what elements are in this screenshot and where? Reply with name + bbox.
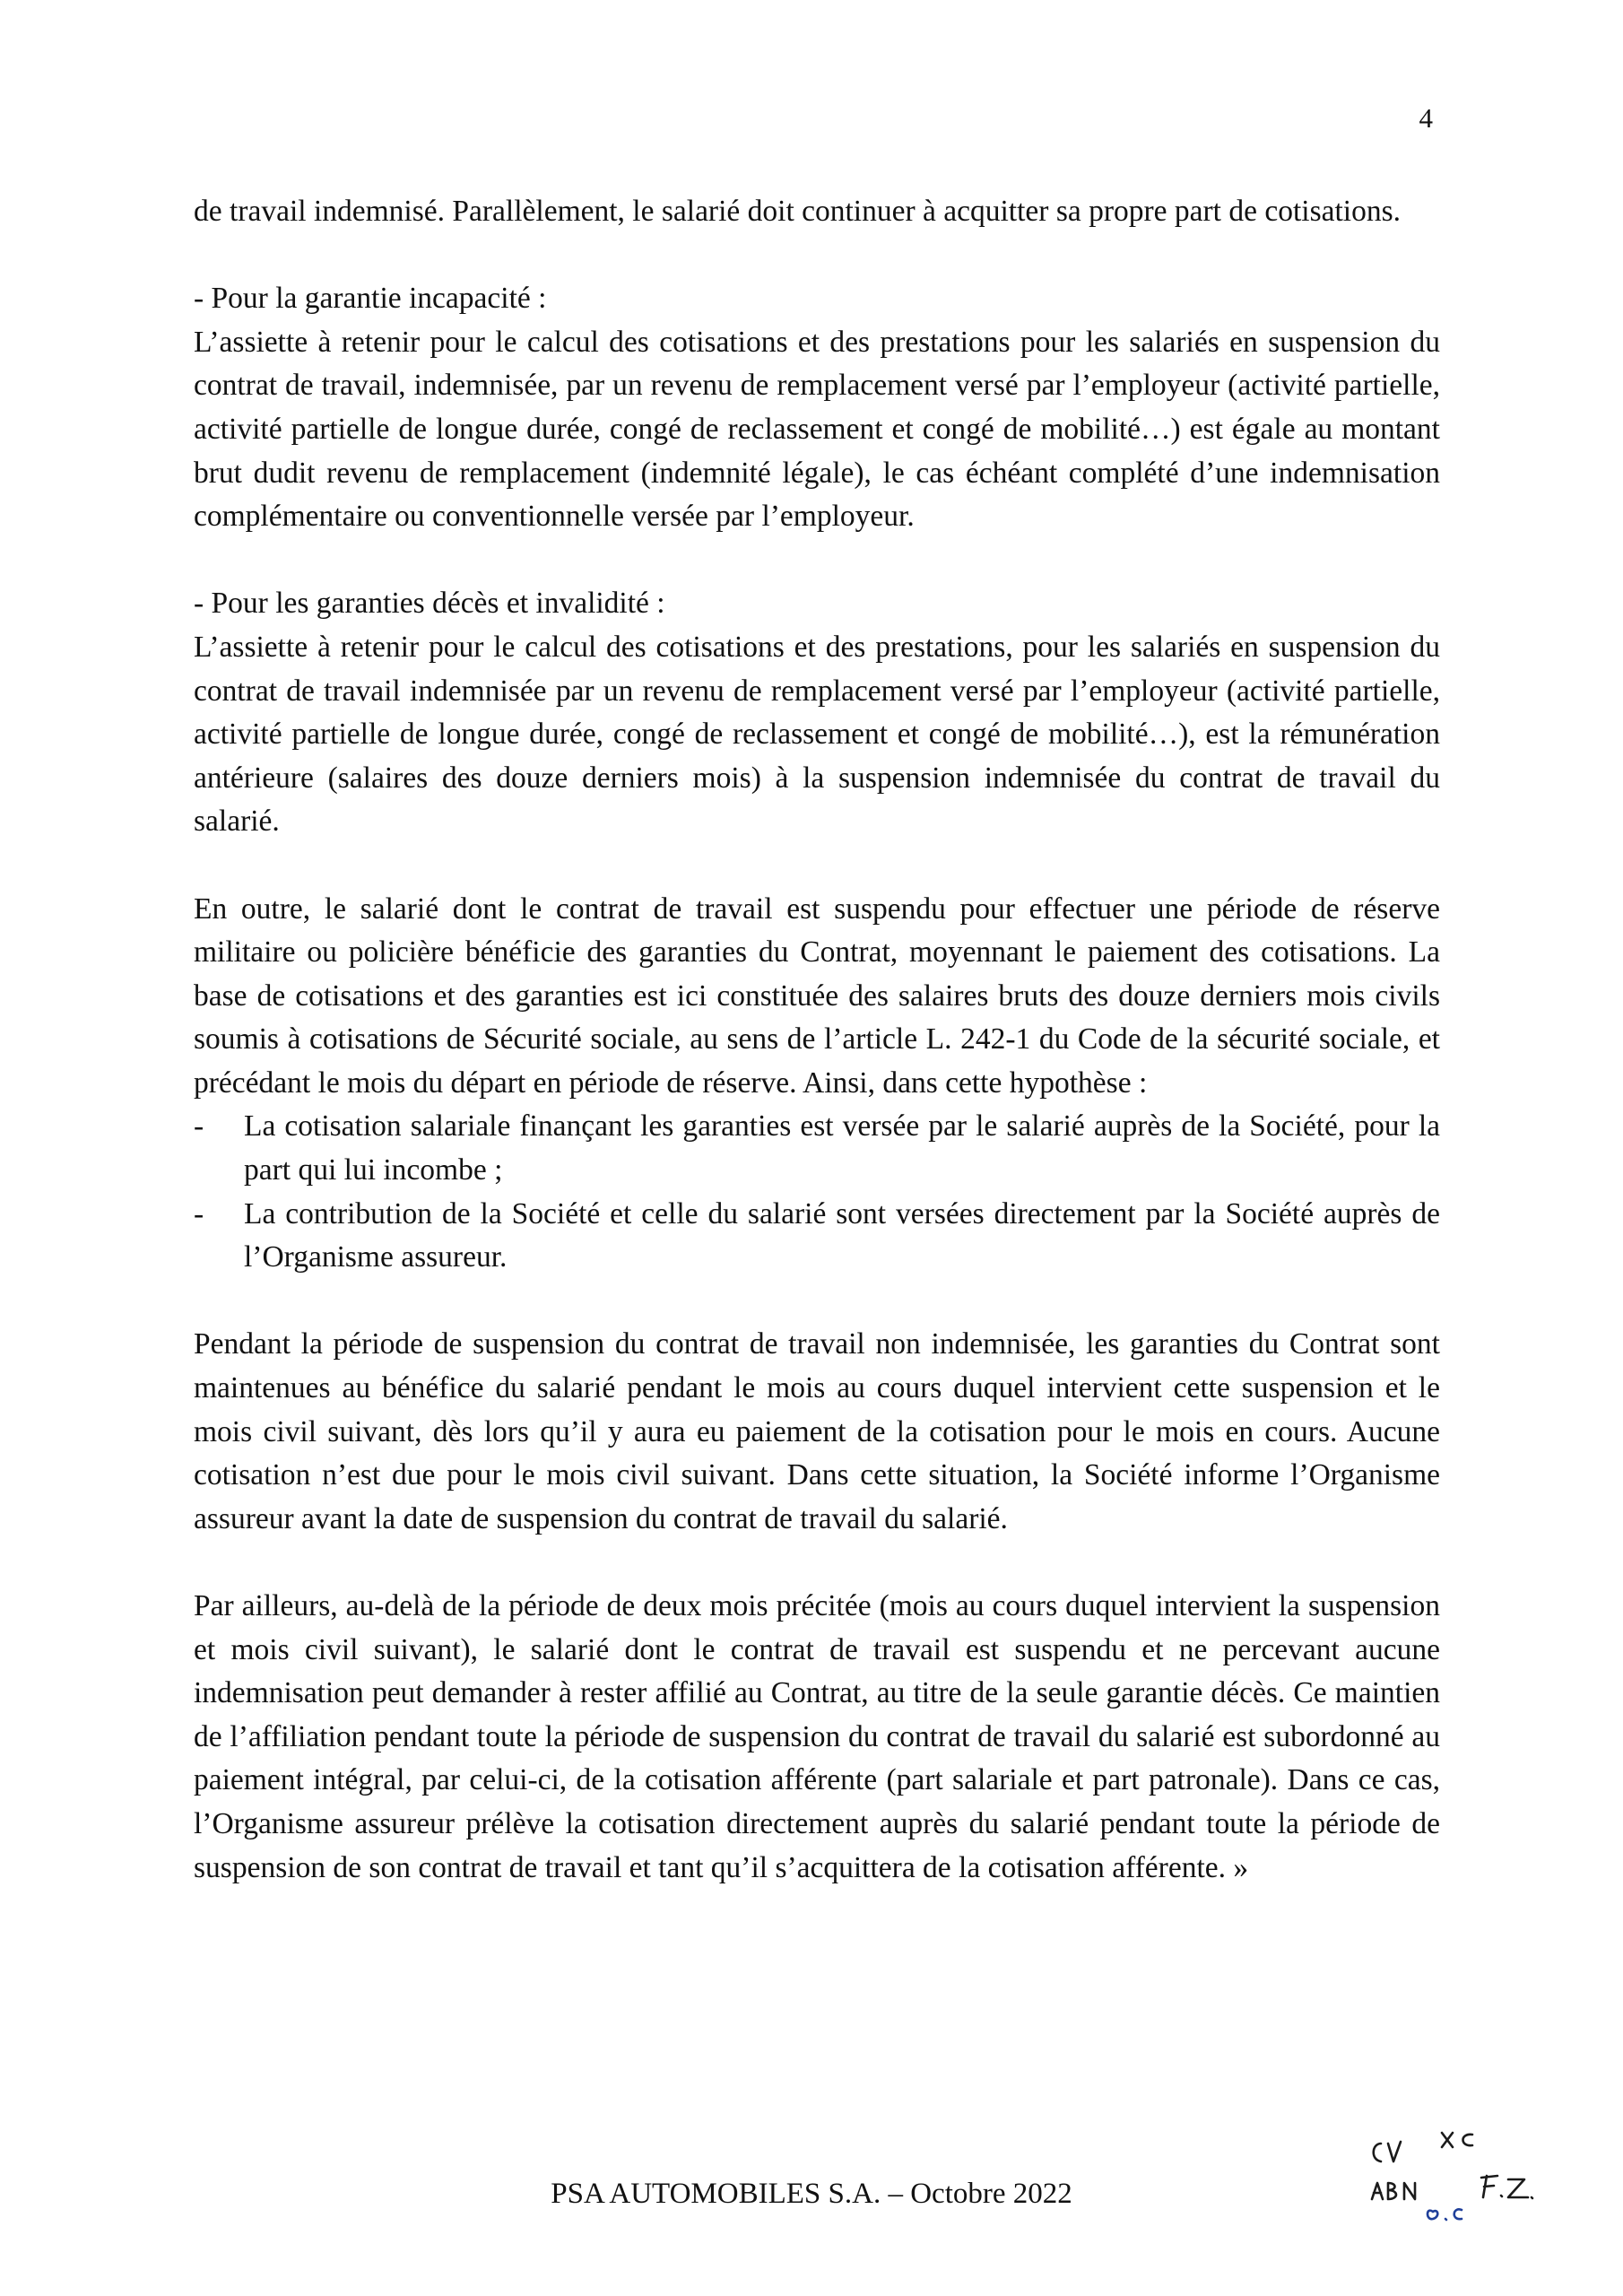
- paragraph-suspension-non-indemnisee: Pendant la période de suspension du contrat de travail non indemnisée, les garanties du Contrat sont maintenues au bénéfice du salarié pendant le mois au cours duquel intervient cette suspension et le mois civil suivant, dès lors qu’il y aura eu paiement de la cotisation pour le mois en cours. Aucune cotisation n’est due pour le mois civil suivant. Dans cette situation, la Société informe l’Organisme assureur avant la date de suspension du contrat de travail du salarié.: [194, 1327, 1440, 1535]
- document-footer: PSA AUTOMOBILES S.A. – Octobre 2022: [551, 2178, 1072, 2210]
- list-item: [194, 1105, 1440, 1192]
- document-body: [194, 190, 1440, 1890]
- paragraph-continuation: de travail indemnisé. Parallèlement, le salarié doit continuer à acquitter sa propre part de cotisations.: [194, 195, 1402, 228]
- page-number: 4: [1419, 102, 1433, 134]
- hypothesis-list: [194, 1105, 1440, 1279]
- paragraph-deces-invalidite: L’assiette à retenir pour le calcul des cotisations et des prestations, pour les salariés en suspension du contrat de travail indemnisée par un revenu de remplacement versé par l’employeur (activité partielle, activité partielle de longue durée, congé de reclassement et congé de mobilité…), est la rémunération antérieure (salaires des douze derniers mois) à la suspension indemnisée du contrat de travail du salarié.: [194, 630, 1440, 839]
- paragraph-maintien-affiliation: Par ailleurs, au-delà de la période de deux mois précitée (mois au cours duquel intervient la suspension et mois civil suivant), le salarié dont le contrat de travail est suspendu et ne percevant aucune indemnisation peut demander à rester affilié au Contrat, au titre de la seule garantie décès. Ce maintien de l’affiliation pendant toute la période de suspension du contrat de travail du salarié est subordonné au paiement intégral, par celui-ci, de la cotisation afférente (part salariale et part patronale). Dans ce cas, l’Organisme assureur prélève la cotisation directement auprès du salarié pendant toute la période de suspension de son contrat de travail et tant qu’il s’acquittera de la cotisation afférente. »: [194, 1589, 1440, 1884]
- list-dash: -: [194, 1196, 204, 1231]
- list-item-text: La cotisation salariale finançant les garanties est versée par le salarié auprès de la Société, pour la part qui lui incombe ;: [244, 1109, 1440, 1187]
- paragraph-spacer: [194, 1280, 1440, 1324]
- paragraph-reserve-militaire: En outre, le salarié dont le contrat de travail est suspendu pour effectuer une période de réserve militaire ou policière bénéficie des garanties du Contrat, moyennant le paiement des cotisations. La base de cotisations et des garanties est ici constituée des salaires bruts des douze derniers mois civils soumis à cotisations de Sécurité sociale, au sens de l’article L. 242-1 du Code de la sécurité sociale, et précédant le mois du départ en période de réserve. Ainsi, dans cette hypothèse :: [194, 891, 1440, 1100]
- paragraph-incapacite: L’assiette à retenir pour le calcul des cotisations et des prestations pour les salariés en suspension du contrat de travail, indemnisée, par un revenu de remplacement versé par l’employeur (activité partielle, activité partielle de longue durée, congé de reclassement et congé de mobilité…) est égale au montant brut dudit revenu de remplacement (indemnité légale), le cas échéant complété d’une indemnisation complémentaire ou conventionnelle versée par l’employeur.: [194, 325, 1440, 534]
- list-item-text: La contribution de la Société et celle du salarié sont versées directement par la Société auprès de l’Organisme assureur.: [244, 1196, 1440, 1274]
- section-heading-deces-invalidite: - Pour les garanties décès et invalidité :: [194, 587, 665, 621]
- list-dash: -: [194, 1109, 204, 1144]
- paragraph-spacer: [194, 234, 1440, 278]
- section-heading-incapacite: - Pour la garantie incapacité :: [194, 282, 547, 316]
- paragraph-spacer: [194, 1541, 1440, 1585]
- list-item: [194, 1193, 1440, 1280]
- paragraph-spacer: [194, 539, 1440, 583]
- paragraph-spacer: [194, 844, 1440, 888]
